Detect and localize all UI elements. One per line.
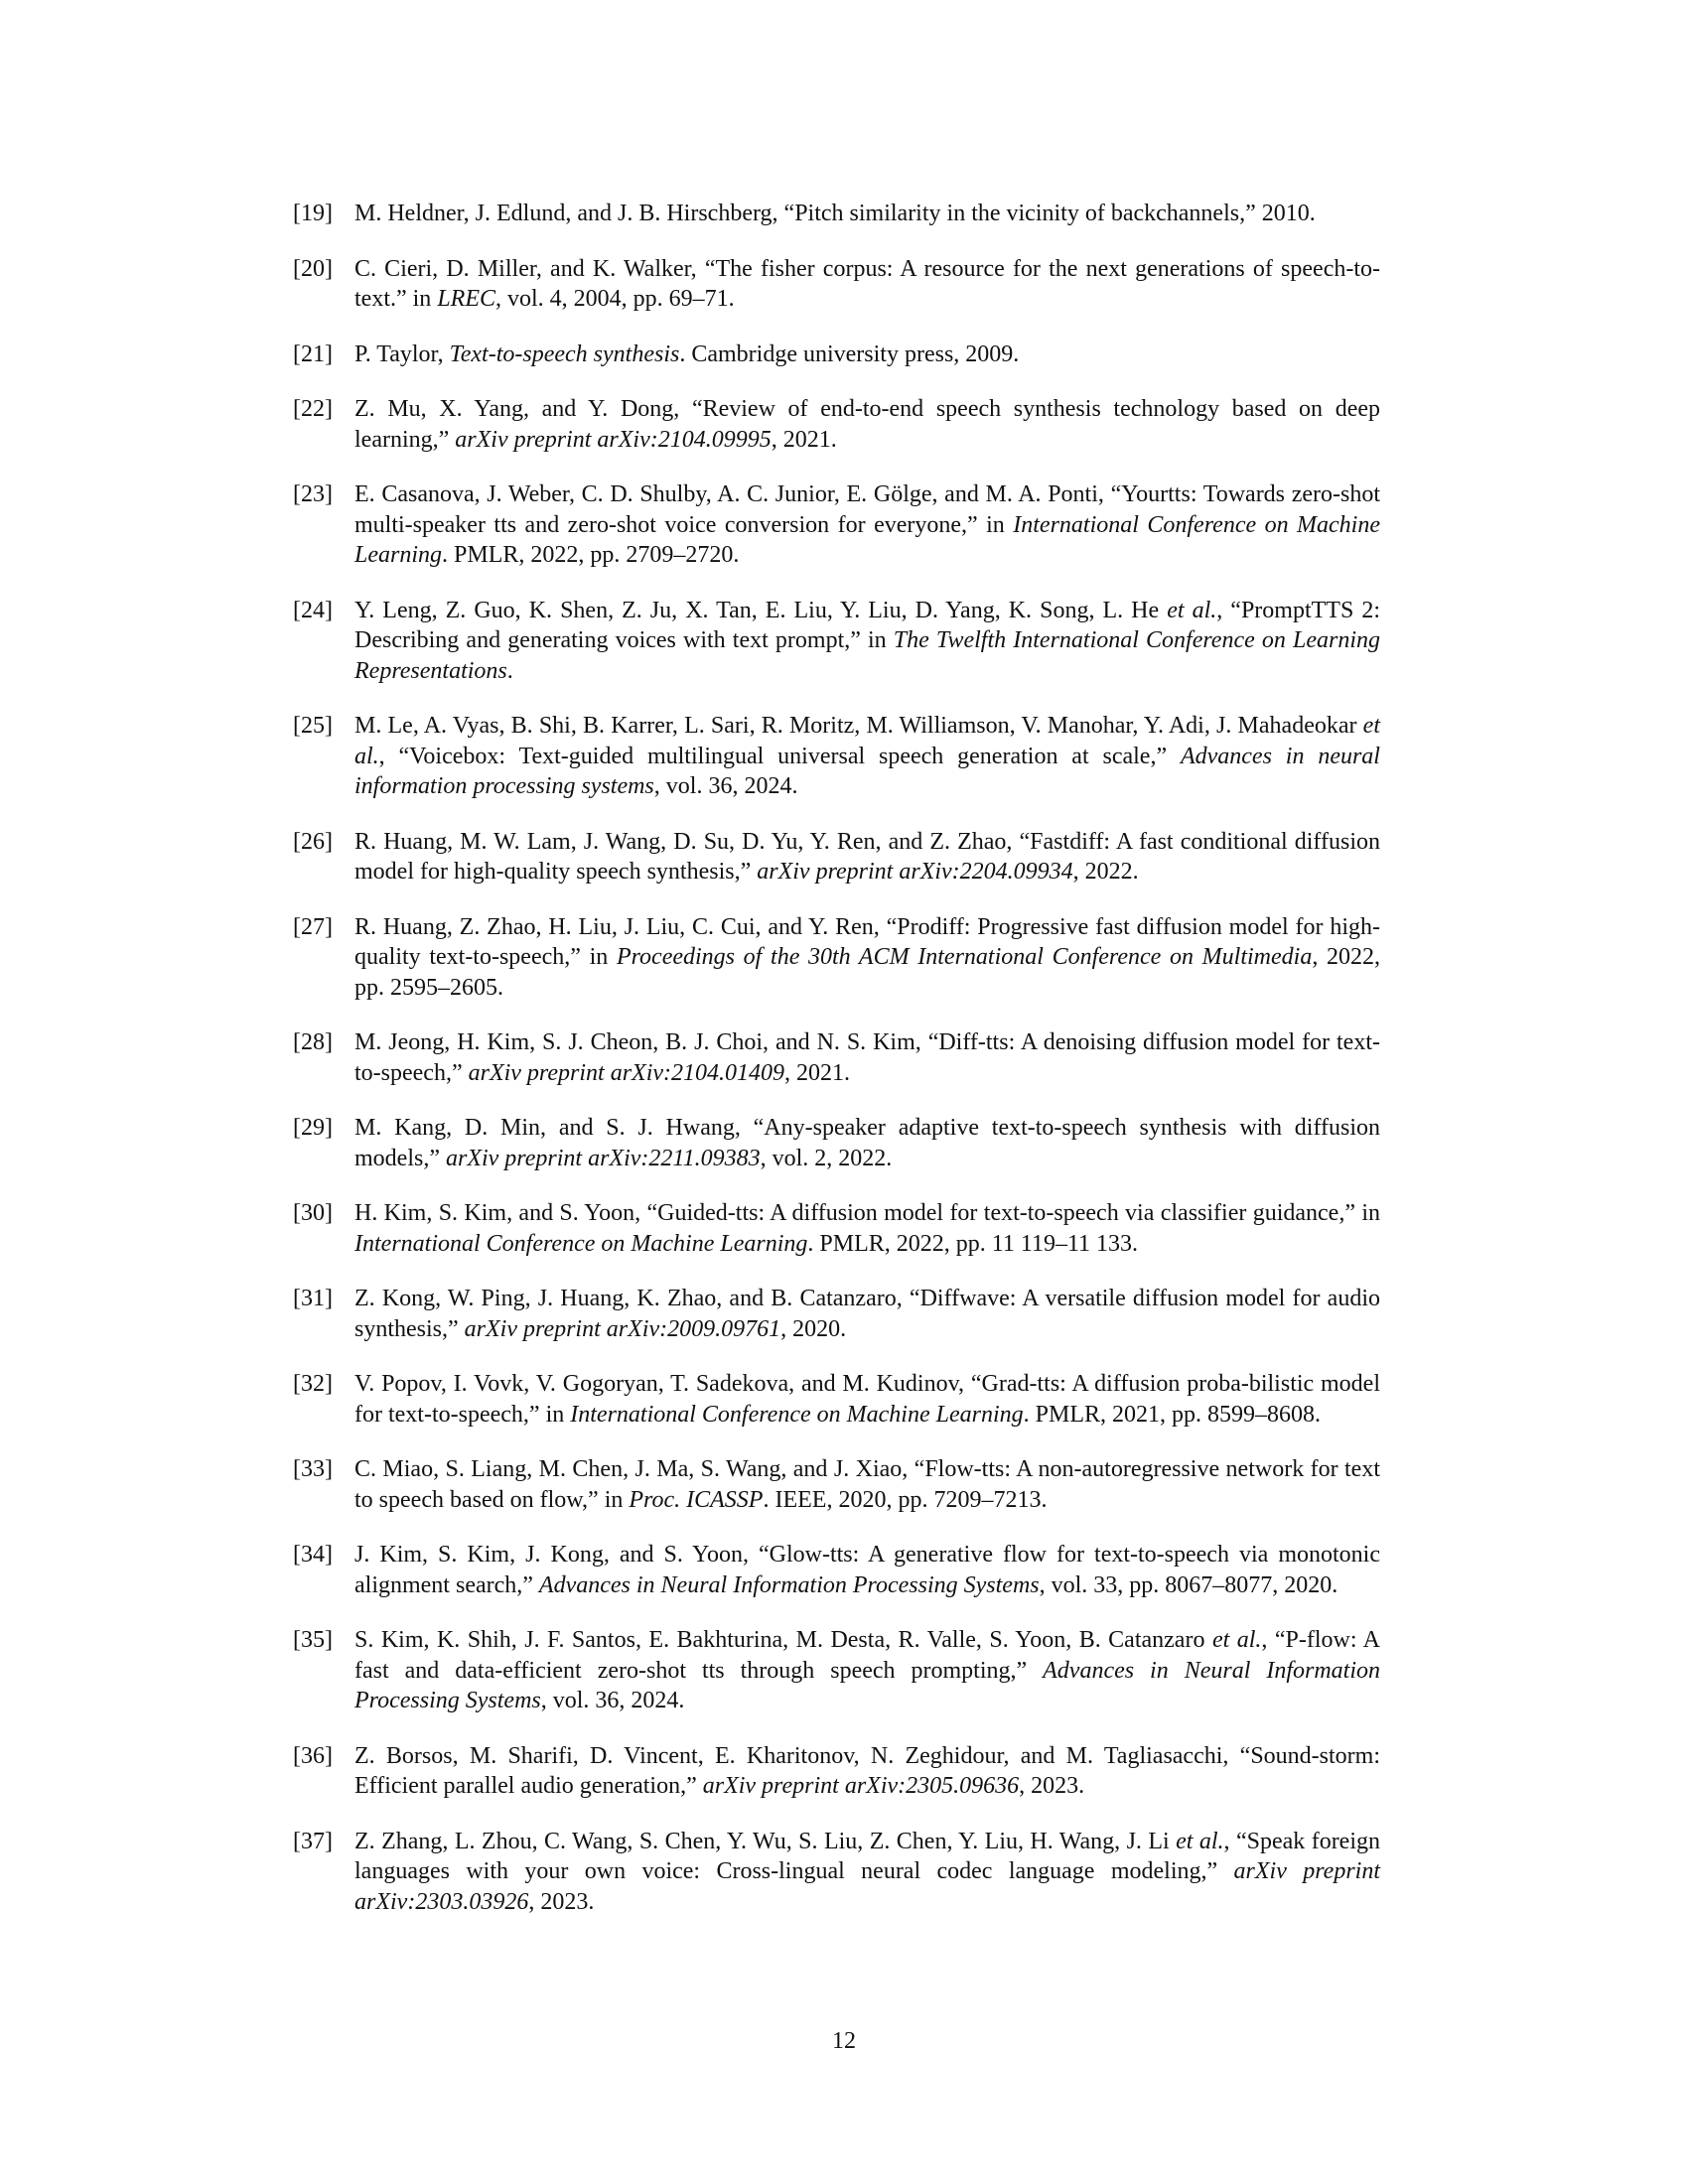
reference-number: [36] <box>293 1742 333 1769</box>
reference-number: [34] <box>293 1542 333 1568</box>
reference-segment: , vol. 33, pp. 8067–8077, 2020. <box>1039 1571 1338 1598</box>
reference-text <box>354 341 1019 367</box>
reference-segment: , 2022. <box>1072 859 1139 885</box>
reference-venue-italic: arXiv preprint arXiv:2204.09934 <box>757 859 1073 885</box>
reference-text <box>354 1029 1380 1086</box>
reference-segment: J. Kim, S. Kim, J. Kong, and S. Yoon, “Glow-tts: A generative flow for text-to-speech via monotonic alignment search,” <box>354 1542 1380 1598</box>
reference-item <box>293 1540 1380 1600</box>
reference-text <box>354 201 1316 226</box>
reference-segment: , “Speak foreign languages with your own voice: Cross-lingual neural codec language modeling,” <box>354 1828 1381 1884</box>
reference-segment: , 2021. <box>771 426 837 453</box>
reference-segment: P. Taylor, <box>354 341 450 367</box>
reference-venue-italic: International Conference on Machine Learning <box>570 1401 1024 1428</box>
reference-number: [25] <box>293 713 333 739</box>
reference-number: [26] <box>293 828 333 855</box>
reference-segment: . IEEE, 2020, pp. 7209–7213. <box>763 1486 1048 1513</box>
reference-item <box>293 199 1380 229</box>
reference-venue-italic: arXiv preprint arXiv:2104.01409 <box>468 1059 785 1086</box>
reference-segment: E. Casanova, J. Weber, C. D. Shulby, A. C. Junior, E. Gölge, and M. A. Ponti, “Yourtts: Towards zero-shot multi-speaker tts and zero-shot voice conversion for everyone,” in <box>354 481 1380 538</box>
reference-number: [31] <box>293 1286 333 1311</box>
reference-item <box>293 1827 1380 1918</box>
reference-venue-italic: arXiv preprint arXiv:2009.09761 <box>464 1315 781 1342</box>
reference-segment: M. Jeong, H. Kim, S. J. Cheon, B. J. Choi, and N. S. Kim, “Diff-tts: A denoising diffusion model for text-to-speech,” <box>354 1029 1380 1086</box>
reference-number: [27] <box>293 913 333 940</box>
reference-item <box>293 479 1380 571</box>
reference-segment: , “Voicebox: Text-guided multilingual universal speech generation at scale,” <box>378 743 1181 769</box>
reference-segment: H. Kim, S. Kim, and S. Yoon, “Guided-tts: A diffusion model for text-to-speech via classifier guidance,” in <box>354 1200 1380 1226</box>
reference-segment: Y. Leng, Z. Guo, K. Shen, Z. Ju, X. Tan, E. Liu, Y. Liu, D. Yang, K. Song, L. He <box>354 597 1168 623</box>
reference-item <box>293 1284 1380 1344</box>
reference-venue-italic: et al. <box>1167 597 1217 623</box>
reference-item <box>293 1741 1380 1802</box>
reference-segment: . PMLR, 2022, pp. 2709–2720. <box>442 542 740 568</box>
reference-item <box>293 1113 1380 1173</box>
reference-venue-italic: Advances in neural information processing systems <box>354 743 1380 799</box>
reference-item <box>293 827 1380 887</box>
reference-venue-italic: et al. <box>1211 1627 1262 1653</box>
reference-segment: Z. Kong, W. Ping, J. Huang, K. Zhao, and B. Catanzaro, “Diffwave: A versatile diffusion model for audio synthesis,” <box>354 1286 1380 1342</box>
reference-segment: , 2022, pp. 2595–2605. <box>354 944 1381 1001</box>
reference-segment: Z. Zhang, L. Zhou, C. Wang, S. Chen, Y. Wu, S. Liu, Z. Chen, Y. Liu, H. Wang, J. Li <box>354 1828 1177 1854</box>
reference-item <box>293 340 1380 370</box>
reference-number: [20] <box>293 255 333 282</box>
reference-number: [22] <box>293 396 333 422</box>
reference-segment: V. Popov, I. Vovk, V. Gogoryan, T. Sadekova, and M. Kudinov, “Grad-tts: A diffusion proba-bilistic model for text-to-speech,” in <box>354 1371 1380 1428</box>
reference-segment: , vol. 2, 2022. <box>760 1145 893 1171</box>
reference-text <box>354 1456 1380 1513</box>
reference-segment: C. Cieri, D. Miller, and K. Walker, “The fisher corpus: A resource for the next generations of speech-to-text.” in <box>354 255 1380 312</box>
reference-text <box>354 1542 1380 1598</box>
reference-number: [24] <box>293 597 333 623</box>
reference-text <box>354 256 1380 313</box>
reference-venue-italic: The Twelfth International Conference on Learning Representations <box>354 627 1381 684</box>
reference-segment: , 2020. <box>780 1315 847 1342</box>
reference-venue-italic: Proceedings of the 30th ACM International Conference on Multimedia <box>616 944 1313 970</box>
reference-item <box>293 1625 1380 1716</box>
reference-text <box>354 396 1380 453</box>
reference-segment: C. Miao, S. Liang, M. Chen, J. Ma, S. Wang, and J. Xiao, “Flow-tts: A non-autoregressive network for text to speech based on flow,” in <box>354 1456 1380 1513</box>
reference-text <box>354 914 1380 1001</box>
reference-text <box>354 1200 1380 1257</box>
reference-number: [35] <box>293 1627 333 1653</box>
reference-number: [32] <box>293 1371 333 1397</box>
reference-venue-italic: International Conference on Machine Learning <box>354 511 1381 568</box>
reference-item <box>293 1027 1380 1088</box>
reference-segment: , “P-flow: A fast and data-efficient zero-shot tts through speech prompting,” <box>354 1627 1381 1684</box>
reference-segment: Z. Mu, X. Yang, and Y. Dong, “Review of end-to-end speech synthesis technology based on deep learning,” <box>354 396 1380 453</box>
reference-item <box>293 912 1380 1004</box>
reference-segment: M. Heldner, J. Edlund, and J. B. Hirschberg, “Pitch similarity in the vicinity of backchannels,” 2010. <box>354 201 1316 226</box>
reference-segment: , vol. 36, 2024. <box>653 773 798 799</box>
reference-segment: M. Kang, D. Min, and S. J. Hwang, “Any-speaker adaptive text-to-speech synthesis with diffusion models,” <box>354 1115 1380 1171</box>
reference-venue-italic: arXiv preprint arXiv:2104.09995 <box>455 426 772 453</box>
reference-venue-italic: et al. <box>354 713 1380 769</box>
reference-text <box>354 1829 1380 1915</box>
reference-text <box>354 481 1380 568</box>
reference-venue-italic: LREC <box>437 286 495 312</box>
reference-text <box>354 829 1380 886</box>
reference-number: [23] <box>293 481 333 507</box>
reference-venue-italic: arXiv preprint arXiv:2303.03926 <box>354 1858 1381 1915</box>
reference-venue-italic: International Conference on Machine Learning <box>354 1230 808 1257</box>
reference-segment: S. Kim, K. Shih, J. F. Santos, E. Bakhturina, M. Desta, R. Valle, S. Yoon, B. Catanzaro <box>354 1627 1212 1653</box>
reference-number: [29] <box>293 1115 333 1141</box>
reference-segment: , “PromptTTS 2: Describing and generating voices with text prompt,” in <box>354 597 1380 653</box>
reference-venue-italic: Text-to-speech synthesis <box>449 341 680 367</box>
reference-number: [37] <box>293 1828 333 1854</box>
reference-segment: M. Le, A. Vyas, B. Shi, B. Karrer, L. Sari, R. Moritz, M. Williamson, V. Manohar, Y. Adi, J. Mahadeokar <box>354 713 1363 739</box>
reference-venue-italic: arXiv preprint arXiv:2211.09383 <box>445 1145 761 1171</box>
reference-list <box>293 199 1380 1942</box>
reference-text <box>354 1286 1380 1342</box>
reference-segment: , 2023. <box>1019 1773 1085 1799</box>
reference-segment: , 2023. <box>528 1888 595 1915</box>
reference-segment: . PMLR, 2022, pp. 11 119–11 133. <box>807 1230 1139 1257</box>
reference-item <box>293 254 1380 315</box>
reference-segment: . PMLR, 2021, pp. 8599–8608. <box>1023 1401 1321 1428</box>
reference-text <box>354 1627 1380 1713</box>
reference-number: [21] <box>293 341 333 367</box>
reference-number: [19] <box>293 201 333 226</box>
reference-venue-italic: arXiv preprint arXiv:2305.09636 <box>702 1773 1020 1799</box>
reference-item <box>293 1454 1380 1515</box>
reference-venue-italic: Advances in Neural Information Processing Systems <box>538 1571 1040 1598</box>
reference-segment: Z. Borsos, M. Sharifi, D. Vincent, E. Kharitonov, N. Zeghidour, and M. Tagliasacchi, “Sound-storm: Efficient parallel audio generation,” <box>354 1742 1380 1799</box>
reference-segment: , vol. 4, 2004, pp. 69–71. <box>495 286 735 312</box>
reference-segment: , 2021. <box>784 1059 851 1086</box>
reference-venue-italic: Advances in Neural Information Processing Systems <box>354 1657 1380 1713</box>
reference-venue-italic: Proc. ICASSP <box>629 1486 764 1513</box>
reference-text <box>354 1115 1380 1171</box>
reference-segment: . <box>506 657 513 684</box>
reference-text <box>354 598 1380 684</box>
reference-item <box>293 1198 1380 1259</box>
reference-item <box>293 1369 1380 1430</box>
reference-number: [30] <box>293 1200 333 1226</box>
reference-number: [33] <box>293 1456 333 1482</box>
reference-item <box>293 596 1380 687</box>
reference-venue-italic: et al. <box>1176 1828 1224 1854</box>
reference-segment: . Cambridge university press, 2009. <box>679 341 1020 367</box>
reference-text <box>354 1371 1380 1428</box>
reference-item <box>293 394 1380 455</box>
reference-item <box>293 711 1380 802</box>
reference-text <box>354 713 1380 799</box>
reference-text <box>354 1743 1380 1800</box>
reference-segment: , vol. 36, 2024. <box>540 1688 685 1713</box>
page-number: 12 <box>832 2028 856 2054</box>
reference-number: [28] <box>293 1029 333 1055</box>
reference-segment: R. Huang, Z. Zhao, H. Liu, J. Liu, C. Cui, and Y. Ren, “Prodiff: Progressive fast diffusion model for high-quality text-to-speech,” in <box>354 913 1380 970</box>
reference-segment: R. Huang, M. W. Lam, J. Wang, D. Su, D. Yu, Y. Ren, and Z. Zhao, “Fastdiff: A fast conditional diffusion model for high-quality speech synthesis,” <box>354 828 1380 885</box>
